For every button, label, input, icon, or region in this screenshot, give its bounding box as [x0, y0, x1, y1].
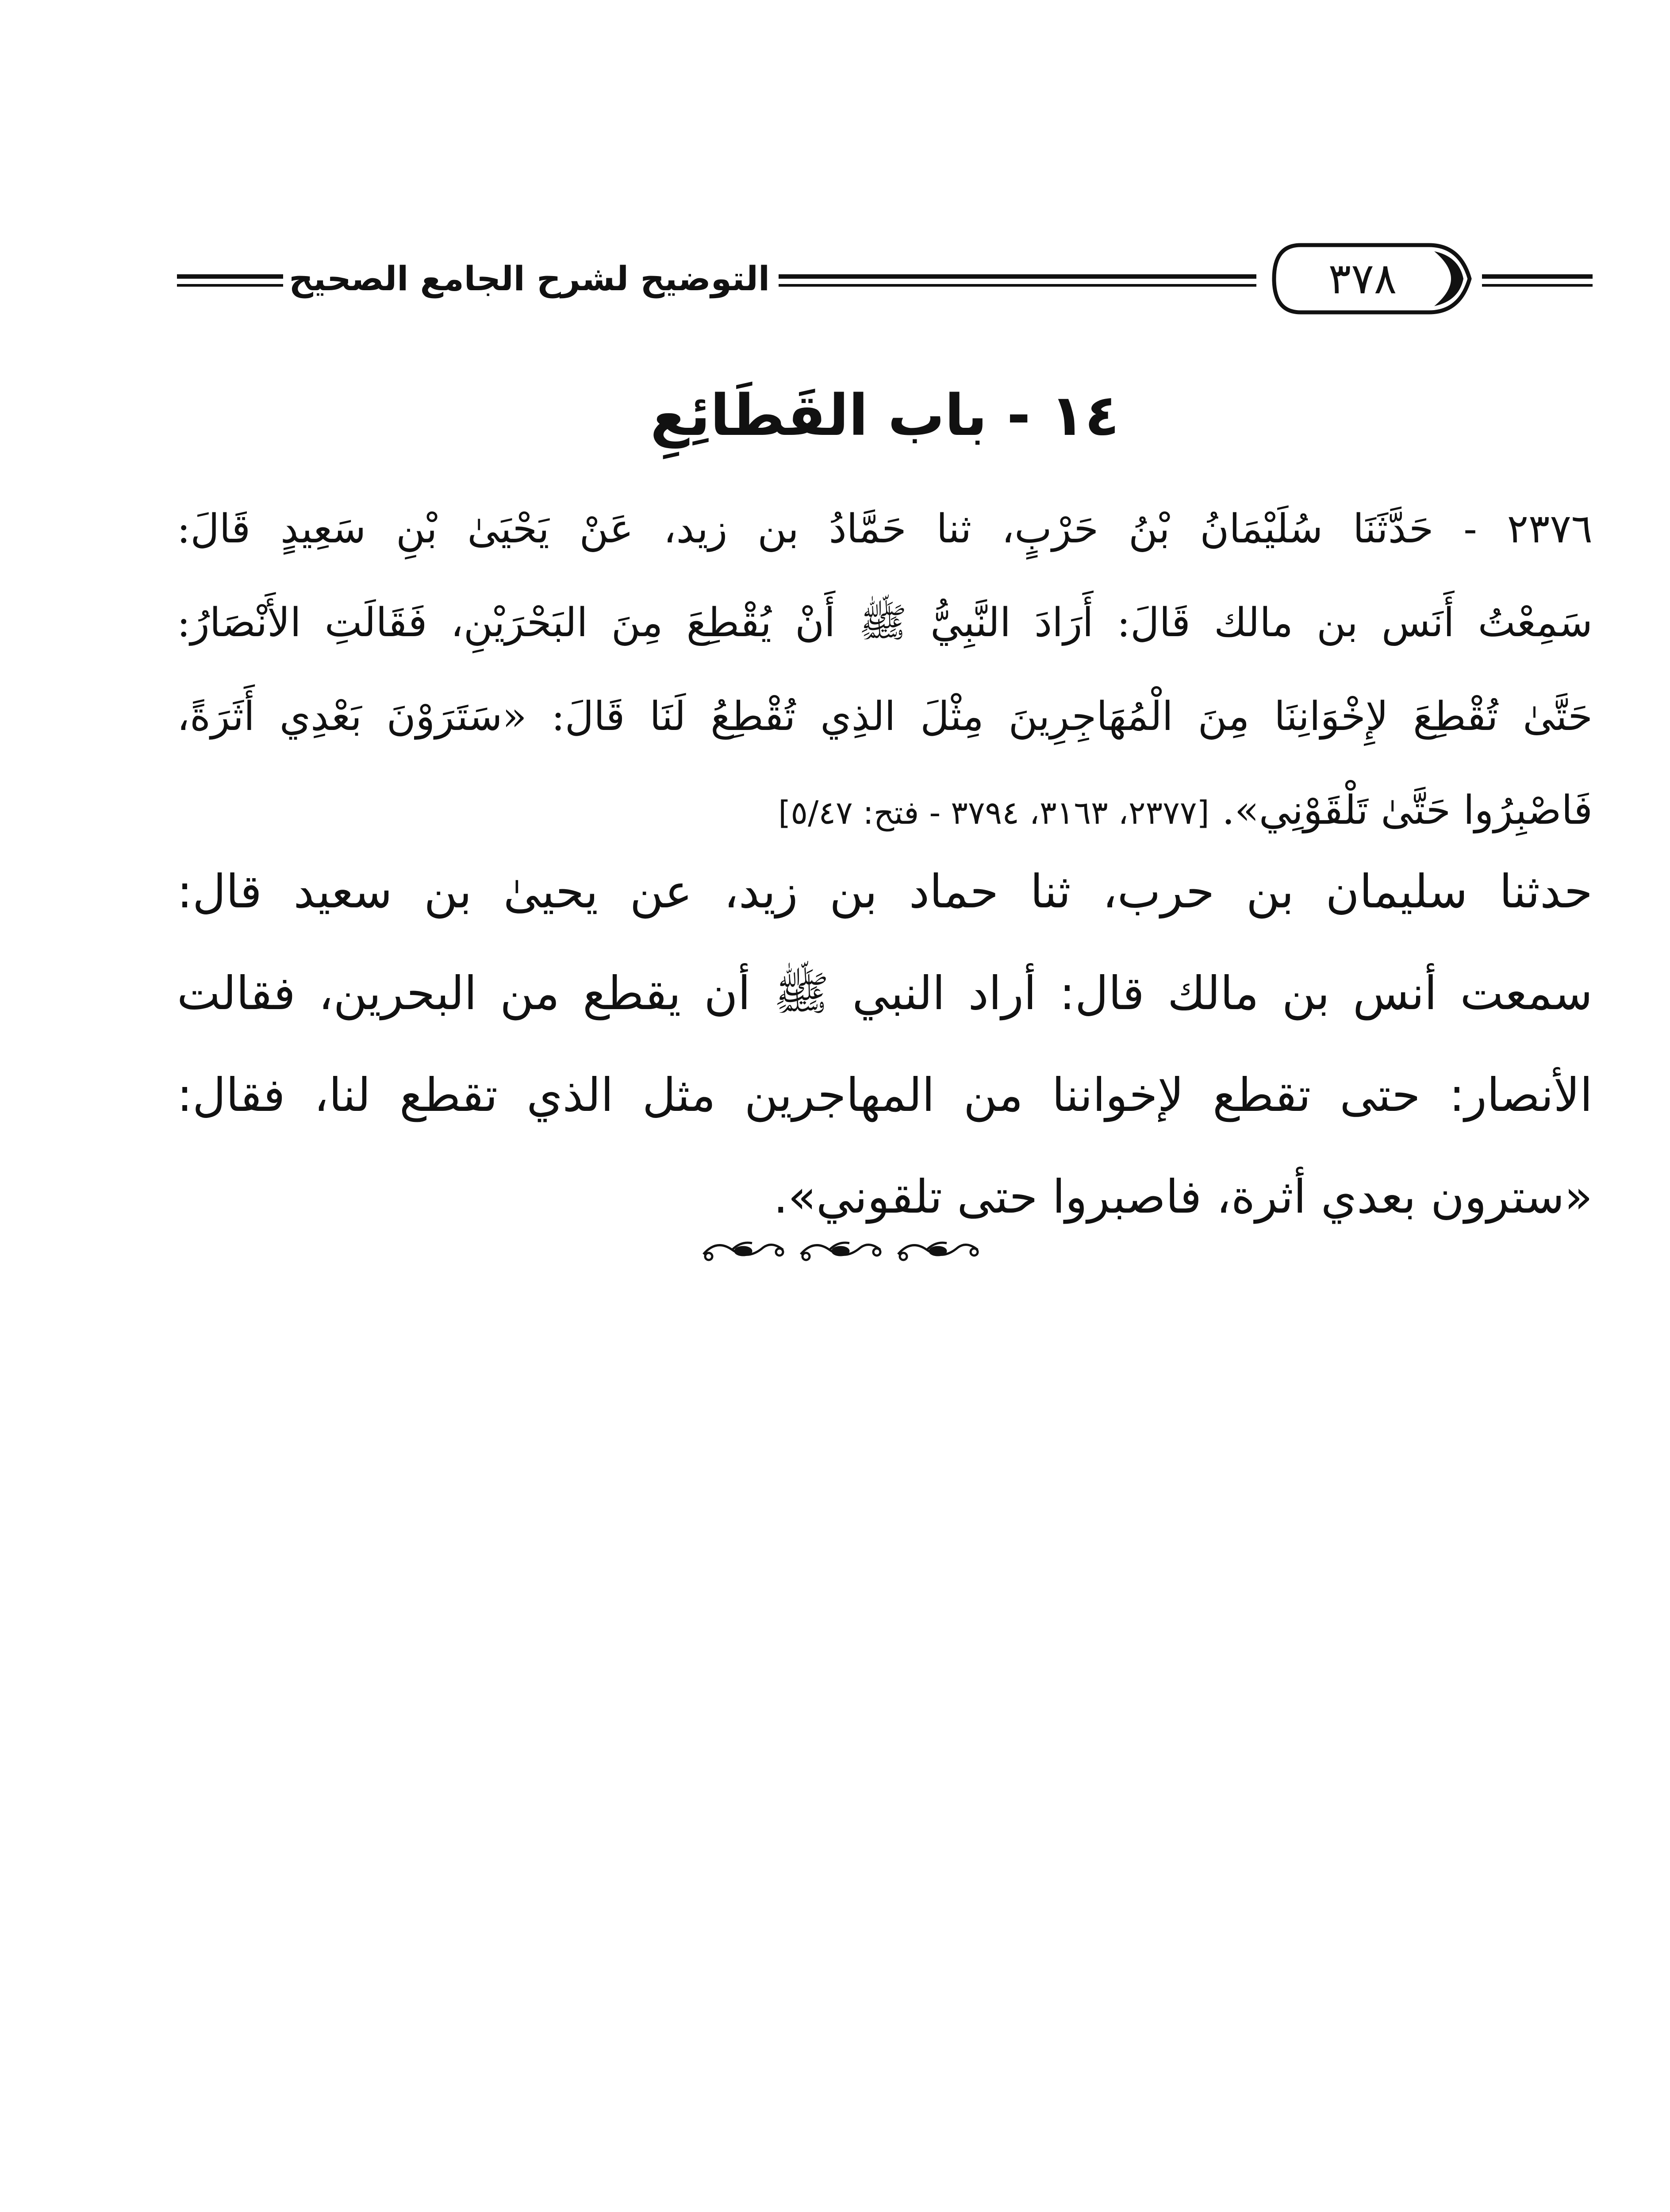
hadith-line: ٢٣٧٦ - حَدَّثَنَا سُلَيْمَانُ بْنُ حَرْبٍ، ثنا حَمَّادُ بن زيد، عَنْ يَحْيَىٰ بْنِ سَعِيدٍ قَالَ:	[177, 506, 1593, 552]
ornament-flourish-1	[703, 1243, 783, 1260]
page-number: ٣٧٨	[1328, 254, 1397, 303]
running-header	[177, 230, 1593, 327]
hadith-text	[177, 482, 1593, 857]
plain-text	[177, 841, 1593, 1248]
page-number-cartouche	[1265, 239, 1478, 319]
section-ornament	[699, 1230, 982, 1270]
running-title: التوضيح لشرح الجامع الصحيح	[289, 259, 770, 298]
hadith-line: سَمِعْتُ أَنَس بن مالك قَالَ: أَرَادَ النَّبِيُّ ﷺ أَنْ يُقْطِعَ مِنَ البَحْرَيْنِ، فَقَالَتِ الأَنْصَارُ:	[177, 599, 1593, 646]
ornament-flourish-2	[801, 1243, 880, 1260]
chapter-heading: ١٤ - باب القَطَائِعِ	[650, 383, 1120, 449]
plain-line: «سترون بعدي أثرة، فاصبروا حتى تلقوني».	[773, 1170, 1593, 1224]
plain-line: سمعت أنس بن مالك قال: أراد النبي ﷺ أن يقطع من البحرين، فقالت	[177, 966, 1593, 1020]
hadith-line: حَتَّىٰ تُقْطِعَ لإِخْوَانِنَا مِنَ الْمُهَاجِرِينَ مِثْلَ الذِي تُقْطِعُ لَنَا قَالَ: «سَتَرَوْنَ بَعْدِي أَثَرَةً،	[177, 693, 1593, 740]
header-rule-left	[177, 274, 283, 279]
plain-line: الأنصار: حتى تقطع لإخواننا من المهاجرين مثل الذي تقطع لنا، فقال:	[177, 1068, 1593, 1122]
cross-reference: [٢٣٧٧، ٣١٦٣، ٣٧٩٤ - فتح: ٥/٤٧]	[778, 794, 1209, 831]
hadith-line-text: فَاصْبِرُوا حَتَّىٰ تَلْقَوْنِي».	[1222, 787, 1593, 833]
header-rule-right	[1482, 274, 1593, 279]
plain-line: حدثنا سليمان بن حرب، ثنا حماد بن زيد، عن يحيىٰ بن سعيد قال:	[177, 864, 1593, 918]
ornament-flourish-3	[898, 1243, 978, 1260]
header-rule-middle	[779, 274, 1256, 279]
